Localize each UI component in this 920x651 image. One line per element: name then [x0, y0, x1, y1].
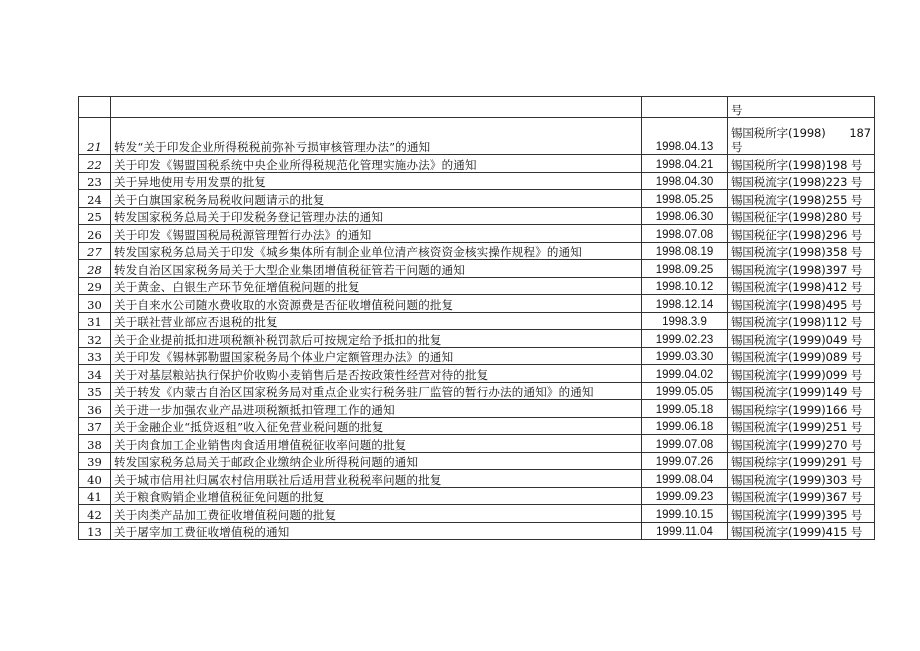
table-row — [79, 190, 875, 208]
row-date: 1998.04.21 — [642, 155, 728, 173]
row-number: 25 — [79, 207, 111, 225]
row-doc-number: 锡国税流字(1998)412 号 — [728, 277, 875, 295]
row-number: 37 — [79, 417, 111, 435]
row-date: 1998.04.13 — [642, 118, 728, 155]
table-row — [79, 400, 875, 418]
table-row — [79, 382, 875, 400]
row-title: 转发国家税务总局关于印发《城乡集体所有制企业单位清产核资资金核实操作规程》的通知 — [111, 242, 642, 260]
table-row — [79, 242, 875, 260]
row-doc-number: 锡国税征字(1998)296 号 — [728, 225, 875, 243]
row-date: 1998.06.30 — [642, 207, 728, 225]
row-date — [642, 97, 728, 118]
row-doc-number: 锡国税征字(1998)280 号 — [728, 207, 875, 225]
table-row — [79, 260, 875, 278]
row-title: 关于城市信用社归属农村信用联社后适用营业税税率问题的批复 — [111, 470, 642, 488]
table-row — [79, 417, 875, 435]
row-title: 转发国家税务总局关于邮政企业缴纳企业所得税问题的通知 — [111, 452, 642, 470]
row-title — [111, 97, 642, 118]
row-doc-number: 锡国税流字(1998)255 号 — [728, 190, 875, 208]
table-row — [79, 312, 875, 330]
row-doc-number: 锡国税流字(1999)367 号 — [728, 487, 875, 505]
row-doc-number: 锡国税流字(1999)149 号 — [728, 382, 875, 400]
row-number: 21 — [79, 118, 111, 155]
table-row — [79, 505, 875, 523]
table-row — [79, 155, 875, 173]
table-row — [79, 207, 875, 225]
row-date: 1998.08.19 — [642, 242, 728, 260]
row-number: 36 — [79, 400, 111, 418]
row-title: 关于异地使用专用发票的批复 — [111, 172, 642, 190]
row-title: 关于对基层粮站执行保护价收购小麦销售后是否按政策性经营对待的批复 — [111, 365, 642, 383]
row-number: 28 — [79, 260, 111, 278]
row-date: 1999.03.30 — [642, 347, 728, 365]
row-doc-number: 锡国税综字(1999)291 号 — [728, 452, 875, 470]
row-date: 1999.05.18 — [642, 400, 728, 418]
row-number: 35 — [79, 382, 111, 400]
row-number: 29 — [79, 277, 111, 295]
row-number: 26 — [79, 225, 111, 243]
row-doc-number: 锡国税流字(1999)251 号 — [728, 417, 875, 435]
row-doc-number: 锡国税流字(1998)495 号 — [728, 295, 875, 313]
row-number: 41 — [79, 487, 111, 505]
table-row — [79, 97, 875, 118]
row-number: 33 — [79, 347, 111, 365]
row-date: 1998.07.08 — [642, 225, 728, 243]
row-number: 13 — [79, 522, 111, 540]
table-row — [79, 470, 875, 488]
row-number: 30 — [79, 295, 111, 313]
row-doc-number — [728, 118, 875, 155]
row-date: 1999.04.02 — [642, 365, 728, 383]
row-number: 39 — [79, 452, 111, 470]
row-number: 27 — [79, 242, 111, 260]
row-title: 关于金融企业“抵贷返租”收入征免营业税问题的批复 — [111, 417, 642, 435]
row-doc-number: 锡国税流字(1999)270 号 — [728, 435, 875, 453]
table-row — [79, 277, 875, 295]
row-number: 38 — [79, 435, 111, 453]
row-date: 1998.10.12 — [642, 277, 728, 295]
doc-number-line — [731, 126, 871, 140]
row-title: 关于屠宰加工费征收增值税的通知 — [111, 522, 642, 540]
row-number: 40 — [79, 470, 111, 488]
row-date: 1998.05.25 — [642, 190, 728, 208]
table-row — [79, 487, 875, 505]
row-date: 1999.05.05 — [642, 382, 728, 400]
row-doc-number: 锡国税流字(1999)303 号 — [728, 470, 875, 488]
row-date: 1999.06.18 — [642, 417, 728, 435]
row-date: 1999.07.26 — [642, 452, 728, 470]
table-row — [79, 347, 875, 365]
row-number: 24 — [79, 190, 111, 208]
row-number: 22 — [79, 155, 111, 173]
row-date: 1998.12.14 — [642, 295, 728, 313]
row-date: 1998.09.25 — [642, 260, 728, 278]
row-date: 1998.3.9 — [642, 312, 728, 330]
row-doc-number: 号 — [728, 97, 875, 118]
row-number: 32 — [79, 330, 111, 348]
table-row — [79, 365, 875, 383]
row-number: 23 — [79, 172, 111, 190]
row-doc-number: 锡国税流字(1998)358 号 — [728, 242, 875, 260]
row-doc-number: 锡国税综字(1999)166 号 — [728, 400, 875, 418]
table-row — [79, 118, 875, 155]
table-row — [79, 225, 875, 243]
row-doc-number: 锡国税流字(1999)089 号 — [728, 347, 875, 365]
row-title: 关于企业提前抵扣进项税额补税罚款后可按规定给予抵扣的批复 — [111, 330, 642, 348]
row-title: 关于进一步加强农业产品进项税额抵扣管理工作的通知 — [111, 400, 642, 418]
row-title: 关于印发《锡盟国税局税源管理暂行办法》的通知 — [111, 225, 642, 243]
document-table — [78, 96, 875, 540]
row-title: 关于印发《锡林郭勒盟国家税务局个体业户定额管理办法》的通知 — [111, 347, 642, 365]
row-title: 关于黄金、白银生产环节免征增值税问题的批复 — [111, 277, 642, 295]
row-title: 关于粮食购销企业增值税征免问题的批复 — [111, 487, 642, 505]
row-doc-number: 锡国税流字(1998)112 号 — [728, 312, 875, 330]
row-number — [79, 97, 111, 118]
row-date: 1999.07.08 — [642, 435, 728, 453]
row-title: 关于肉类产品加工费征收增值税问题的批复 — [111, 505, 642, 523]
row-title: 关于自来水公司随水费收取的水资源费是否征收增值税问题的批复 — [111, 295, 642, 313]
row-number: 42 — [79, 505, 111, 523]
row-title: 关于白旗国家税务局税收问题请示的批复 — [111, 190, 642, 208]
row-date: 1998.04.30 — [642, 172, 728, 190]
row-date: 1999.08.04 — [642, 470, 728, 488]
row-title: 转发自治区国家税务局关于大型企业集团增值税征管若干问题的通知 — [111, 260, 642, 278]
row-date: 1999.11.04 — [642, 522, 728, 540]
row-doc-number: 锡国税所字(1998)198 号 — [728, 155, 875, 173]
table-row — [79, 435, 875, 453]
table-row — [79, 522, 875, 540]
row-date: 1999.09.23 — [642, 487, 728, 505]
doc-number-value: 187 — [849, 126, 871, 140]
row-number: 34 — [79, 365, 111, 383]
row-doc-number: 锡国税流字(1999)415 号 — [728, 522, 875, 540]
row-doc-number: 锡国税流字(1998)223 号 — [728, 172, 875, 190]
row-title: 关于转发《内蒙古自治区国家税务局对重点企业实行税务驻厂监管的暂行办法的通知》的通知 — [111, 382, 642, 400]
row-title: 转发“关于印发企业所得税税前弥补亏损审核管理办法”的通知 — [111, 118, 642, 155]
document-table-body — [79, 97, 875, 540]
doc-number-prefix: 锡国税所字(1998) — [731, 126, 826, 140]
row-doc-number: 锡国税流字(1999)099 号 — [728, 365, 875, 383]
row-title: 关于印发《锡盟国税系统中央企业所得税规范化管理实施办法》的通知 — [111, 155, 642, 173]
table-row — [79, 172, 875, 190]
row-doc-number: 锡国税流字(1998)397 号 — [728, 260, 875, 278]
table-row — [79, 330, 875, 348]
row-date: 1999.10.15 — [642, 505, 728, 523]
row-title: 关于联社营业部应否退税的批复 — [111, 312, 642, 330]
table-row — [79, 452, 875, 470]
row-date: 1999.02.23 — [642, 330, 728, 348]
row-title: 关于肉食加工企业销售肉食适用增值税征收率问题的批复 — [111, 435, 642, 453]
row-doc-number: 锡国税流字(1999)049 号 — [728, 330, 875, 348]
row-number: 31 — [79, 312, 111, 330]
row-doc-number: 锡国税流字(1999)395 号 — [728, 505, 875, 523]
table-row — [79, 295, 875, 313]
doc-number-suffix: 号 — [731, 140, 743, 154]
row-title: 转发国家税务总局关于印发税务登记管理办法的通知 — [111, 207, 642, 225]
